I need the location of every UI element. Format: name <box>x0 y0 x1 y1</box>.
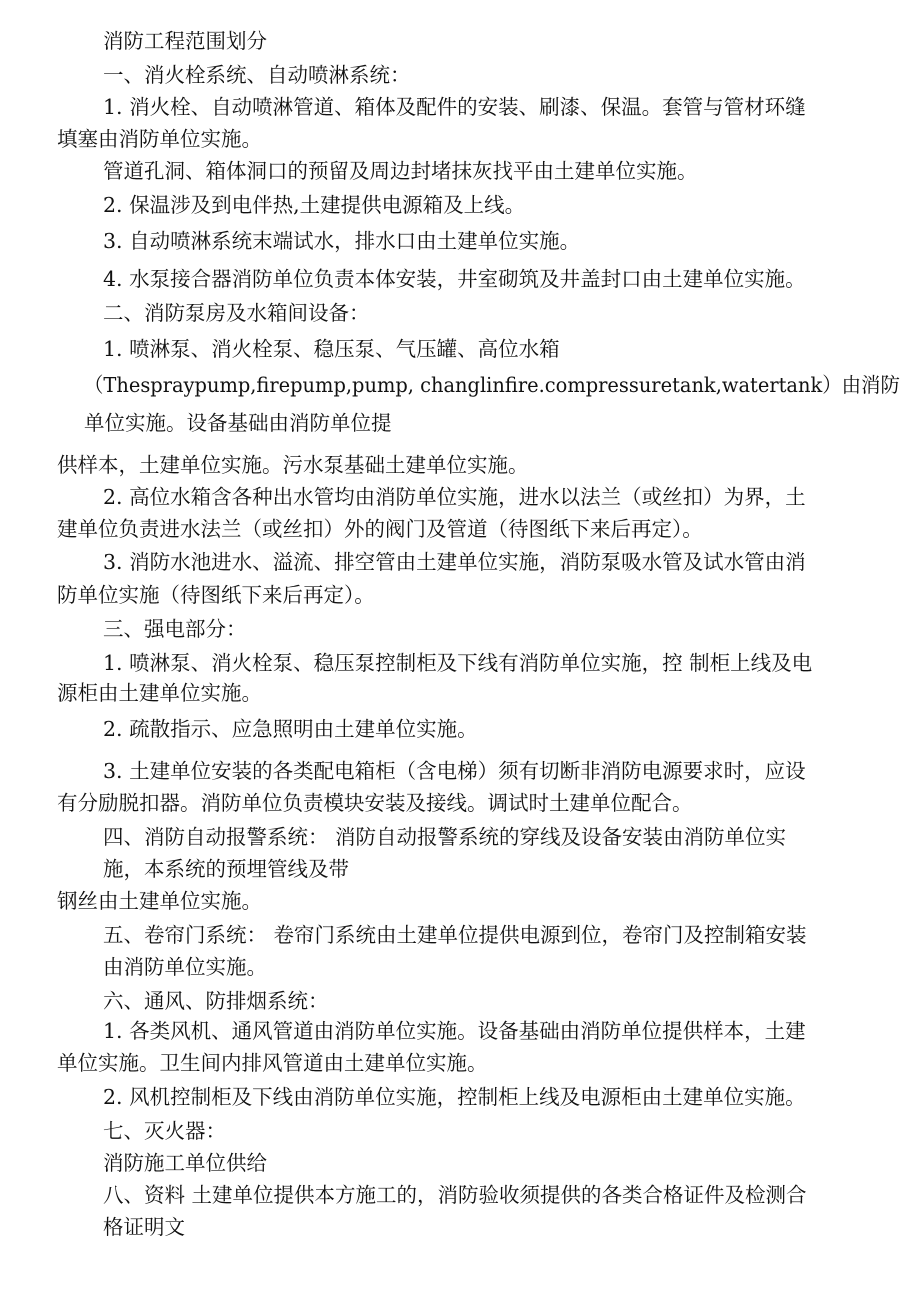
paragraph-line: 3. 消防水池进水、溢流、排空管由土建单位实施，消防泵吸水管及试水管由消 <box>103 550 806 574</box>
paragraph-line: 1. 各类风机、通风管道由消防单位实施。设备基础由消防单位提供样本，土建 <box>103 1019 806 1043</box>
section-heading: 四、消防自动报警系统： 消防自动报警系统的穿线及设备安装由消防单位实 <box>103 825 787 849</box>
paragraph-line: 供样本，土建单位实施。污水泵基础土建单位实施。 <box>57 453 529 477</box>
paragraph-line: 建单位负责进水法兰（或丝扣）外的阀门及管道（待图纸下来后再定）。 <box>57 517 703 541</box>
section-heading: 八、资料 土建单位提供本方施工的，消防验收须提供的各类合格证件及检测合 <box>103 1183 807 1207</box>
paragraph-line: 3. 土建单位安装的各类配电箱柜（含电梯）须有切断非消防电源要求时，应设 <box>103 759 806 783</box>
paragraph-line: （Thespraypump,firepump,pump, changlinfire.compressuretank,watertank）由消防 <box>84 373 900 397</box>
paragraph-line: 填塞由消防单位实施。 <box>57 127 262 151</box>
paragraph-line: 由消防单位实施。 <box>103 955 267 979</box>
section-heading: 七、灭火器： <box>103 1119 226 1143</box>
paragraph-line: 钢丝由土建单位实施。 <box>57 889 262 913</box>
paragraph-line: 源柜由土建单位实施。 <box>57 681 262 705</box>
paragraph-line: 2. 风机控制柜及下线由消防单位实施，控制柜上线及电源柜由土建单位实施。 <box>103 1085 806 1109</box>
paragraph-line: 有分励脱扣器。消防单位负责模块安装及接线。调试时土建单位配合。 <box>57 791 693 815</box>
section-heading: 一、消火栓系统、自动喷淋系统： <box>103 63 411 87</box>
paragraph-line: 消防施工单位供给 <box>103 1151 267 1175</box>
paragraph-line: 管道孔洞、箱体洞口的预留及周边封堵抹灰找平由土建单位实施。 <box>103 159 698 183</box>
paragraph-line: 2. 高位水箱含各种出水管均由消防单位实施，进水以法兰（或丝扣）为界，土 <box>103 485 806 509</box>
paragraph-line: 1. 消火栓、自动喷淋管道、箱体及配件的安装、刷漆、保温。套管与管材环缝 <box>103 95 806 119</box>
section-heading: 二、消防泵房及水箱间设备： <box>103 301 370 325</box>
section-heading: 三、强电部分： <box>103 617 247 641</box>
paragraph-line: 单位实施。设备基础由消防单位提 <box>84 411 392 435</box>
paragraph-line: 防单位实施（待图纸下来后再定）。 <box>57 583 375 607</box>
paragraph-line: 4. 水泵接合器消防单位负责本体安装，井室砌筑及井盖封口由土建单位实施。 <box>103 267 806 291</box>
document-title: 消防工程范围划分 <box>103 29 267 53</box>
paragraph-line: 1. 喷淋泵、消火栓泵、稳压泵、气压罐、高位水箱 <box>103 337 560 361</box>
paragraph-line: 1. 喷淋泵、消火栓泵、稳压泵控制柜及下线有消防单位实施，控 制柜上线及电 <box>103 651 813 675</box>
section-heading: 六、通风、防排烟系统： <box>103 989 329 1013</box>
paragraph-line: 3. 自动喷淋系统末端试水，排水口由土建单位实施。 <box>103 229 581 253</box>
paragraph-line: 2. 保温涉及到电伴热,土建提供电源箱及上线。 <box>103 193 526 217</box>
section-heading: 五、卷帘门系统： 卷帘门系统由土建单位提供电源到位，卷帘门及控制箱安装 <box>103 923 807 947</box>
paragraph-line: 单位实施。卫生间内排风管道由土建单位实施。 <box>57 1051 488 1075</box>
paragraph-line: 施，本系统的预埋管线及带 <box>103 857 349 881</box>
paragraph-line: 2. 疏散指示、应急照明由土建单位实施。 <box>103 717 478 741</box>
paragraph-line: 格证明文 <box>103 1215 185 1239</box>
